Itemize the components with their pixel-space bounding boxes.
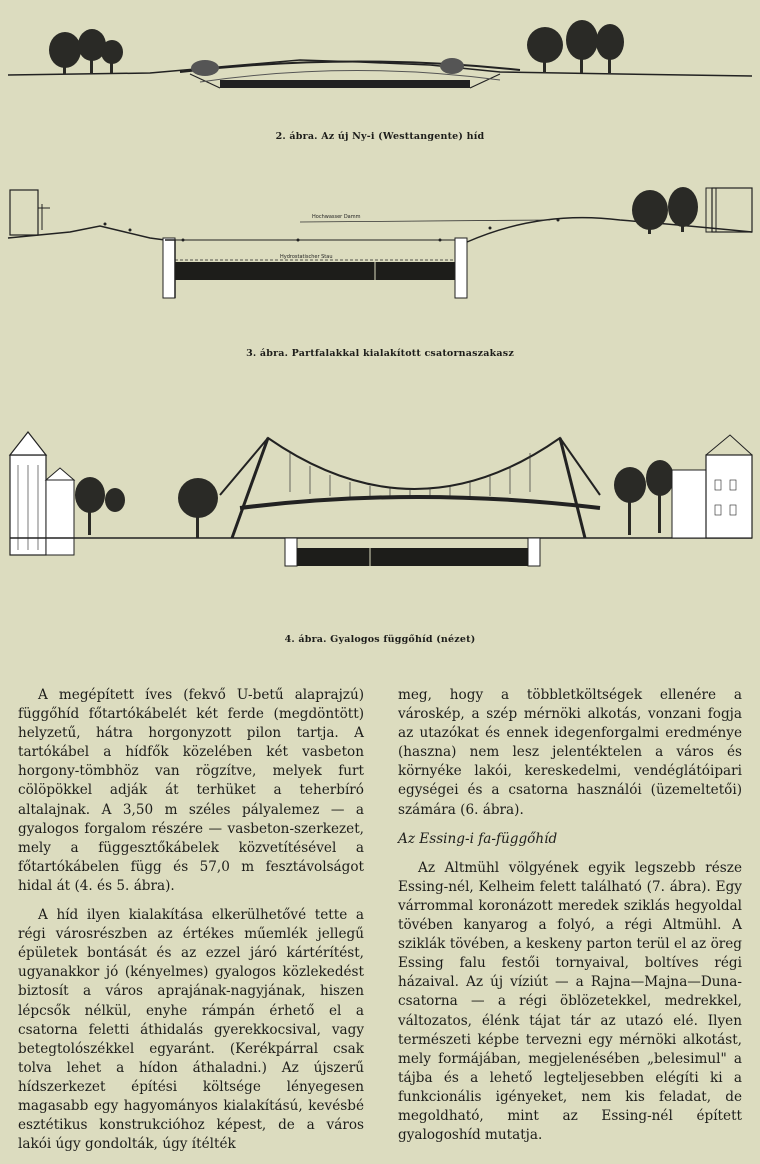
hochwasser-label: Hochwasser Damm — [312, 214, 361, 220]
figure-3 — [0, 180, 760, 340]
figure-4-drawing — [0, 420, 760, 615]
article-right-column — [398, 686, 742, 1155]
figure-2-drawing — [0, 0, 760, 125]
article-left-column — [18, 686, 364, 1164]
paragraph: A megépített íves (fekvő U-betű alaprajzú) függőhíd főtartókábelét két ferde (megdöntött) helyzetű, hátra horgonyzott pilon tartja. A tartókábel a hídfők közelében két vasbeton horgony-tömbhöz van rögzítve, melyek furt cölöpökkel adják át terhüket a teherbíró altalajnak. A 3,50 m széles pályalemez — a gyalogos forgalom részére — vasbeton-szerkezet, mely a függesztőkábelek közvetítésével a főtartókábelen függ és 57,0 m fesztávolságot hidal át (4. és 5. ábra). — [18, 687, 364, 894]
figure-4-caption: 4. ábra. Gyalogos függőhíd (nézet) — [284, 634, 476, 645]
figure-2-caption: 2. ábra. Az új Ny-i (Westtangente) híd — [275, 131, 485, 142]
paragraph: meg, hogy a többletköltségek ellenére a városkép, a szép mérnöki alkotás, vonzani fogja az utazókat és ennek idegenforgalmi eredménye (haszna) nem lesz jelentéktelen a város és környéke lakói, kereskedelmi, vendéglátóipari egységei és a csatorna használói (üzemeltetői) számára (6. ábra). — [398, 687, 742, 818]
paragraph: A híd ilyen kialakítása elkerülhetővé tette a régi városrészben az értékes műemlék jellegű épületek bontását és az ezzel járó kártérítést, ugyanakkor jó (kényelmes) gyalogos közlekedést biztosít a város aprajának-nagyjának, hiszen lépcsők nélkül, enyhe rámpán érhető el a csatorna feletti áthidalás gyerekkocsival, vagy betegtolószékkel egyaránt. (Kerékpárral csak tolva lehet a hídon áthaladni.) Az újszerű hídszerkezet építési költsége lényegesen magasabb egy hagyományos kialakítású, kevésbé esztétikus konstrukcióhoz képest, de a város lakói úgy gondolták, úgy ítélték — [18, 907, 364, 1153]
section-heading: Az Essing-i fa-függőhíd — [398, 830, 558, 847]
figure-2 — [0, 0, 760, 125]
figure-3-caption: 3. ábra. Partfalakkal kialakított csatornaszakasz — [246, 348, 514, 359]
figure-3-drawing — [0, 180, 760, 340]
paragraph: Az Altmühl völgyének egyik legszebb része Essing-nél, Kelheim felett található (7. ábra). Egy várrommal koronázott meredek sziklás hegyoldal tövében kanyarog a folyó, a régi Altmühl. A sziklák tövében, a keskeny parton terül el az öreg Essing falu festői tornyaival, boltíves régi házaival. Az új víziút — a Rajna—Majna—Duna-csatorna — a régi öblözetekkel, medrekkel, változatos, élénk tájat tár az utazó elé. Ilyen természeti képbe tervezni egy mérnöki alkotást, mely formájában, megjelenésében „belesimul" a tájba és a lehető legteljesebben elégíti ki a funkcionális igényeket, nem kis feladat, de megoldható, mint az Essing-nél épített gyalogoshíd mutatja. — [398, 859, 742, 1144]
figure-4 — [0, 420, 760, 615]
stau-label: Hydrostatischer Stau — [280, 254, 333, 260]
